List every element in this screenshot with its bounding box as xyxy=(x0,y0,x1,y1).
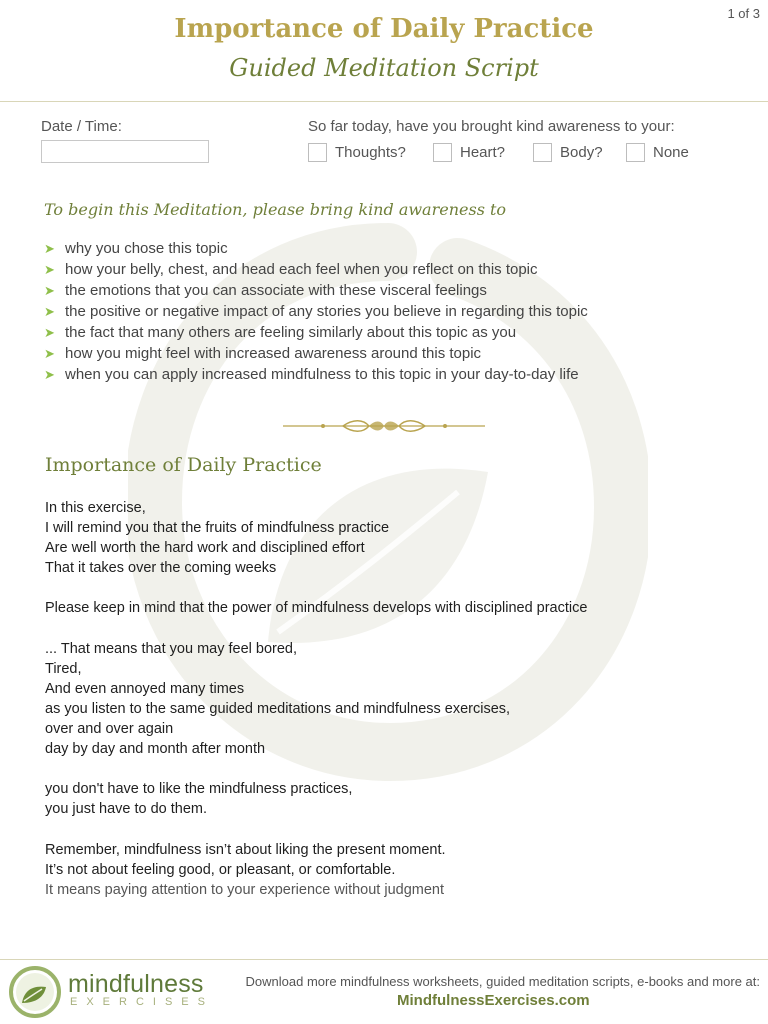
list-item xyxy=(44,259,588,280)
date-time-label: Date / Time: xyxy=(41,118,122,135)
checkbox-box[interactable] xyxy=(308,143,327,162)
leaf-circle-logo-icon xyxy=(8,965,62,1019)
bullet-text: how your belly, chest, and head each feel when you reflect on this topic xyxy=(65,261,538,278)
checkbox-label: Body? xyxy=(560,144,603,161)
script-line: It’s not about feeling good, or pleasant, or comfortable. xyxy=(45,861,396,878)
script-gap xyxy=(45,578,587,598)
script-line: over and over again xyxy=(45,721,174,738)
logo-subtitle: EXERCISES xyxy=(70,996,214,1008)
script-line: That it takes over the coming weeks xyxy=(45,560,277,577)
arrowhead-icon: ➤ xyxy=(44,304,55,319)
checkbox-thoughts[interactable] xyxy=(308,143,406,162)
script-line: And even annoyed many times xyxy=(45,680,245,697)
checkbox-label: None xyxy=(653,144,689,161)
footer-divider xyxy=(0,959,768,960)
list-item xyxy=(44,280,588,301)
list-item xyxy=(44,322,588,343)
checkbox-box[interactable] xyxy=(626,143,645,162)
list-item xyxy=(44,238,588,259)
script-line: Are well worth the hard work and disciplined effort xyxy=(45,540,365,557)
awareness-question: So far today, have you brought kind awareness to your: xyxy=(308,118,675,135)
script-gap xyxy=(45,619,587,639)
page-title: Importance of Daily Practice xyxy=(174,14,594,44)
page-header xyxy=(0,0,768,102)
date-time-input[interactable] xyxy=(41,140,209,163)
checkbox-box[interactable] xyxy=(533,143,552,162)
page-number: 1 of 3 xyxy=(727,6,760,21)
bullet-text: when you can apply increased mindfulness to this topic in your day-to-day life xyxy=(65,366,579,383)
script-line: day by day and month after month xyxy=(45,741,266,758)
script-line: Please keep in mind that the power of mindfulness develops with disciplined practice xyxy=(45,600,588,617)
flourish-divider-icon xyxy=(283,418,485,434)
script-line: Tired, xyxy=(45,660,82,677)
bullet-text: why you chose this topic xyxy=(65,240,228,257)
page-subtitle: Guided Meditation Script xyxy=(229,54,539,82)
script-line: It means paying attention to your experience without judgment xyxy=(45,881,444,898)
script-line: I will remind you that the fruits of mindfulness practice xyxy=(45,520,390,537)
checkbox-label: Thoughts? xyxy=(335,144,406,161)
bullet-text: how you might feel with increased awareness around this topic xyxy=(65,345,482,362)
intro-bullet-list xyxy=(44,238,588,385)
bullet-text: the positive or negative impact of any stories you believe in regarding this topic xyxy=(65,303,588,320)
list-item xyxy=(44,343,588,364)
arrowhead-icon: ➤ xyxy=(44,283,55,298)
script-line: Remember, mindfulness isn’t about liking the present moment. xyxy=(45,841,446,858)
footer-download-text: Download more mindfulness worksheets, guided meditation scripts, e-books and more at: xyxy=(245,974,760,989)
arrowhead-icon: ➤ xyxy=(44,241,55,256)
arrowhead-icon: ➤ xyxy=(44,325,55,340)
checkbox-body[interactable] xyxy=(533,143,603,162)
checkbox-none[interactable] xyxy=(626,143,689,162)
script-line: ... That means that you may feel bored, xyxy=(45,640,298,657)
bullet-text: the emotions that you can associate with these visceral feelings xyxy=(65,282,487,299)
script-line: as you listen to the same guided meditations and mindfulness exercises, xyxy=(45,700,511,717)
bullet-text: the fact that many others are feeling similarly about this topic as you xyxy=(65,324,517,341)
checkbox-label: Heart? xyxy=(460,144,506,161)
arrowhead-icon: ➤ xyxy=(44,262,55,277)
arrowhead-icon: ➤ xyxy=(44,367,55,382)
checkbox-heart[interactable] xyxy=(433,143,505,162)
logo-wordmark: mindfulness xyxy=(68,970,204,998)
script-gap xyxy=(45,759,587,779)
arrowhead-icon: ➤ xyxy=(44,346,55,361)
script-gap xyxy=(45,820,587,840)
section-heading: Importance of Daily Practice xyxy=(45,454,322,476)
intro-heading: To begin this Meditation, please bring kind awareness to xyxy=(44,200,507,219)
script-line: you don't have to like the mindfulness practices, xyxy=(45,781,353,798)
footer-website-link[interactable]: MindfulnessExercises.com xyxy=(397,992,590,1009)
script-line: you just have to do them. xyxy=(45,801,208,818)
list-item xyxy=(44,301,588,322)
list-item xyxy=(44,364,588,385)
script-line: In this exercise, xyxy=(45,500,146,516)
meditation-script xyxy=(45,498,587,900)
checkbox-box[interactable] xyxy=(433,143,452,162)
